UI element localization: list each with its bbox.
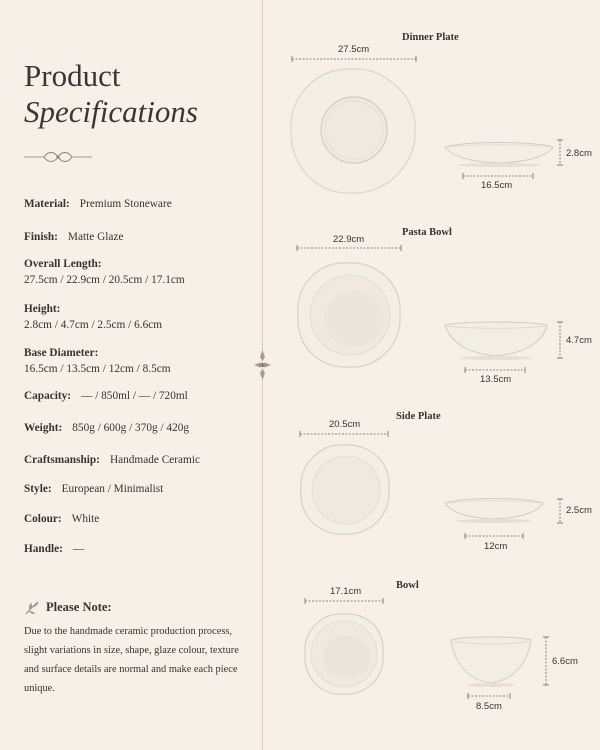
spec-handle	[24, 541, 84, 557]
note-heading	[24, 600, 112, 615]
leaf-icon	[24, 601, 40, 615]
spec-finish	[24, 229, 123, 245]
bowl-length: 17.1cm	[330, 586, 362, 597]
note-title: Please Note:	[46, 600, 112, 614]
spec-base-diameter	[24, 345, 171, 377]
spec-value: 2.8cm / 4.7cm / 2.5cm / 6.6cm	[24, 319, 163, 331]
spec-label: Height:	[24, 303, 61, 315]
pasta-bowl-length: 22.9cm	[333, 234, 365, 245]
spec-value: 850g / 600g / 370g / 420g	[72, 422, 190, 434]
spec-label: Colour:	[24, 513, 62, 525]
spec-label: Style:	[24, 483, 52, 495]
spec-craftsmanship	[24, 452, 200, 468]
bowl-title: Bowl	[396, 580, 419, 591]
dinner-plate-base-line	[462, 173, 534, 179]
dinner-plate-base: 16.5cm	[481, 180, 513, 191]
pasta-bowl-base: 13.5cm	[480, 374, 512, 385]
spec-label: Handle:	[24, 543, 63, 555]
pasta-bowl-side-image	[443, 319, 549, 361]
dinner-plate-length-line	[291, 56, 417, 62]
spec-height	[24, 301, 162, 333]
side-plate-base: 12cm	[484, 541, 508, 552]
side-plate-height-line	[557, 498, 563, 524]
spec-value: — / 850ml / — / 720ml	[81, 390, 188, 402]
spec-value: White	[71, 513, 100, 525]
dinner-plate-top-image	[288, 66, 418, 196]
spec-value: European / Minimalist	[61, 483, 164, 495]
note-body: Due to the handmade ceramic production process, slight variations in size, shape, glaze colour, texture and surface details are normal and make each piece unique.	[24, 626, 239, 694]
spec-label: Capacity:	[24, 390, 72, 402]
spec-value: Premium Stoneware	[79, 198, 172, 210]
side-plate-title: Side Plate	[396, 411, 441, 422]
pasta-bowl-length-line	[296, 245, 402, 251]
spec-value: —	[72, 543, 85, 555]
page-title-line1: Product	[24, 58, 121, 93]
specifications-panel	[0, 0, 262, 750]
dinner-plate-side-image	[443, 138, 555, 168]
bowl-side-image	[449, 634, 533, 688]
spec-value: 16.5cm / 13.5cm / 12cm / 8.5cm	[24, 363, 171, 375]
dinner-plate-height-line	[557, 139, 563, 166]
pasta-bowl-height: 4.7cm	[566, 335, 592, 346]
spec-label: Craftsmanship:	[24, 454, 100, 466]
bowl-length-line	[304, 598, 384, 604]
pasta-bowl-base-line	[464, 367, 526, 373]
pasta-bowl-height-line	[557, 321, 563, 359]
bowl-height-line	[543, 636, 549, 686]
side-plate-height: 2.5cm	[566, 505, 592, 516]
spec-capacity	[24, 388, 188, 404]
spec-value: Matte Glaze	[67, 231, 124, 243]
side-plate-length-line	[299, 431, 389, 437]
dinner-plate-height: 2.8cm	[566, 148, 592, 159]
side-plate-side-image	[443, 495, 545, 525]
dinner-plate-length: 27.5cm	[338, 44, 370, 55]
spec-label: Overall Length:	[24, 258, 102, 270]
spec-colour	[24, 511, 99, 527]
spec-label: Weight:	[24, 422, 63, 434]
page-title-line2: Specifications	[24, 94, 198, 129]
spec-value: Handmade Ceramic	[109, 454, 200, 466]
spec-label: Base Diameter:	[24, 347, 99, 359]
spec-label: Finish:	[24, 231, 58, 243]
bowl-top-image	[303, 612, 385, 696]
bowl-base: 8.5cm	[476, 701, 502, 712]
bowl-base-line	[467, 693, 511, 699]
side-plate-length: 20.5cm	[329, 419, 361, 430]
bowl-height: 6.6cm	[552, 656, 578, 667]
side-plate-top-image	[299, 443, 391, 537]
spec-weight	[24, 420, 189, 436]
pasta-bowl-title: Pasta Bowl	[402, 227, 452, 238]
dinner-plate-title: Dinner Plate	[402, 32, 459, 43]
spec-value: 27.5cm / 22.9cm / 20.5cm / 17.1cm	[24, 274, 185, 286]
side-plate-base-line	[464, 533, 524, 539]
spec-label: Material:	[24, 198, 70, 210]
spec-style	[24, 481, 163, 497]
pasta-bowl-top-image	[296, 261, 402, 369]
divider-ornament-icon	[253, 348, 272, 382]
spec-overall-length	[24, 256, 185, 288]
flourish-ornament-icon	[22, 148, 94, 166]
spec-material	[24, 196, 172, 212]
